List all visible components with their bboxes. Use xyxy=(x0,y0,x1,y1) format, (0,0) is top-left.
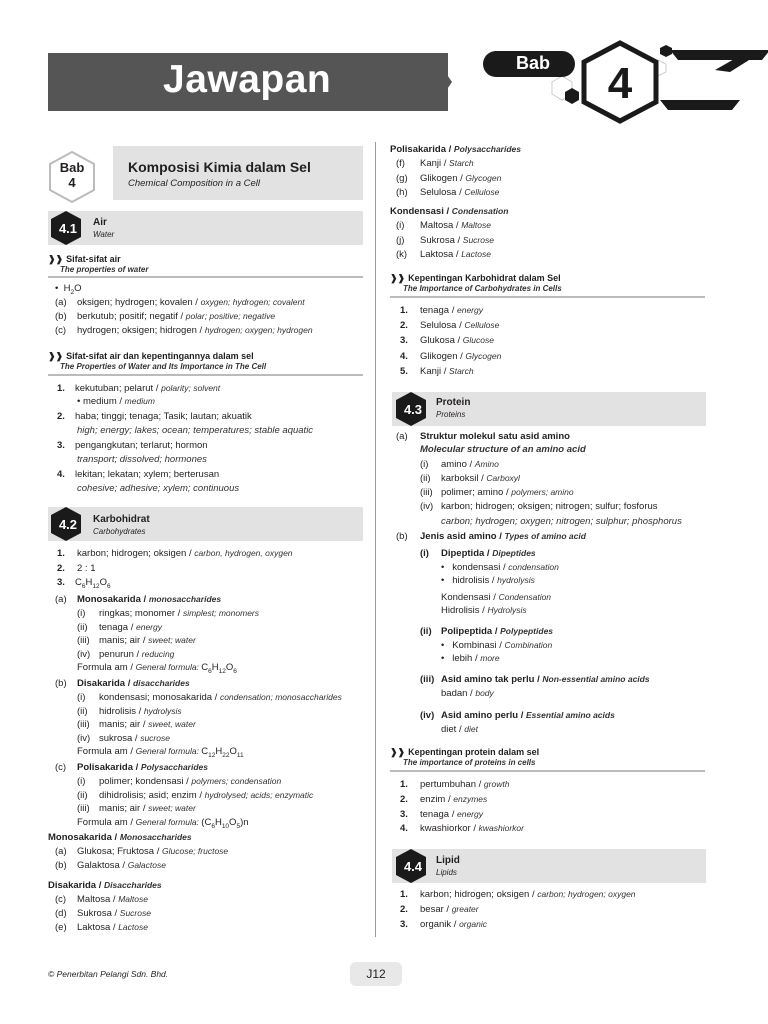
list-item: (ii) karboksil / Carboxyl xyxy=(420,473,520,484)
list-item: 3. pengangkutan; terlarut; hormon xyxy=(57,440,208,451)
formula-value: $C_6H_{12}O_6$ xyxy=(201,662,237,675)
section-title: Karbohidrat xyxy=(93,514,150,525)
list-item: (e) Laktosa / Lactose xyxy=(55,922,148,933)
group-heading: Monosakarida / Monosaccharides xyxy=(48,832,192,843)
subheading-translation: The properties of water xyxy=(60,265,149,274)
section-subtitle: Carbohydrates xyxy=(93,527,146,536)
list-item-translation: carbon; hydrogen; oxygen; nitrogen; sulphur; phosphorus xyxy=(441,516,682,527)
group-heading: Polisakarida / Polysaccharides xyxy=(390,144,522,155)
list-item: • medium / medium xyxy=(77,396,155,407)
divider-rule xyxy=(48,276,363,278)
list-item: (b) berkutub; positif; negatif / polar; positive; negative xyxy=(55,311,276,322)
list-item: • Kombinasi / Combination xyxy=(441,640,553,651)
formula-value: $(C_6H_{10}O_5)n$ xyxy=(201,816,249,830)
list-heading: (a) Monosakarida / monosaccharides xyxy=(55,594,222,605)
list-item: 3. organik / organic xyxy=(400,918,487,930)
list-item: (ii) hidrolisis / hydrolysis xyxy=(77,705,182,717)
list-item: (iii) manis; air / sweet, water xyxy=(77,719,196,730)
list-item: (f) Kanji / Starch xyxy=(396,158,474,169)
chapter-title: Komposisi Kimia dalam Sel xyxy=(128,159,311,175)
list-item: 1. karbon; hidrogen; oksigen / carbon; hydrogen; oxygen xyxy=(400,889,636,900)
subheading: ❱❱ Kepentingan Karbohidrat dalam Sel xyxy=(390,273,561,283)
subheading: ❱❱ Kepentingan protein dalam sel xyxy=(390,747,540,757)
list-item: 5. Kanji / Starch xyxy=(400,365,474,377)
page-number: J12 xyxy=(350,962,402,986)
section-subtitle: Proteins xyxy=(436,410,466,419)
list-item: (j) Sukrosa / Sucrose xyxy=(396,234,494,246)
subheading-translation: The importance of proteins in cells xyxy=(403,758,536,767)
list-item: (i) ringkas; monomer / simplest; monomers xyxy=(77,608,260,619)
section-subtitle: Water xyxy=(93,230,115,239)
list-subheading: (i) Dipeptida / Dipeptides xyxy=(420,548,536,559)
list-heading: (b) Jenis asid amino / Types of amino acid xyxy=(396,531,586,542)
list-item: 3. Glukosa / Glucose xyxy=(400,335,494,347)
list-item: (iv) karbon; hidrogen; oksigen; nitrogen; sulfur; fosforus xyxy=(420,501,658,512)
chapter-badge-label: Bab xyxy=(59,160,85,175)
list-item: (ii) tenaga / energy xyxy=(77,621,162,633)
list-item: • kondensasi / condensation xyxy=(441,562,559,573)
list-heading: (a) Struktur molekul satu asid amino xyxy=(396,431,570,442)
list-item: (d) Sukrosa / Sucrose xyxy=(55,908,151,919)
divider-rule xyxy=(390,770,705,772)
list-heading-translation: Molecular structure of an amino acid xyxy=(420,444,586,455)
list-item: (iv) sukrosa / sucrose xyxy=(77,732,170,744)
chapter-badge-number: 4 xyxy=(68,175,76,190)
subheading-translation: The Properties of Water and Its Importance in The Cell xyxy=(60,362,267,371)
list-item: 3. tenaga / energy xyxy=(400,808,483,820)
list-item: 2. enzim / enzymes xyxy=(400,793,488,805)
list-item: (g) Glikogen / Glycogen xyxy=(396,172,502,184)
divider-rule xyxy=(390,296,705,298)
chapter-badge xyxy=(48,160,96,190)
list-item-translation: high; energy; lakes; ocean; temperatures; stable aquatic xyxy=(77,425,314,436)
list-item: 1. kekutuban; pelarut / polarity; solvent xyxy=(57,383,221,394)
list-item: (b) Galaktosa / Galactose xyxy=(55,860,166,871)
list-item: • $H_2O$ xyxy=(55,283,82,296)
list-subheading: (ii) Polipeptida / Polypeptides xyxy=(420,626,554,637)
section-number: 4.1 xyxy=(58,221,78,236)
section-title: Protein xyxy=(436,397,471,408)
list-item: 4. lekitan; lekatan; xylem; berterusan xyxy=(57,469,220,480)
section-number: 4.4 xyxy=(403,859,423,874)
list-item: (iv) penurun / reducing xyxy=(77,648,175,660)
subheading: ❱❱ Sifat-sifat air xyxy=(48,254,121,264)
chapter-number: 4 xyxy=(607,59,633,108)
publisher-credit: © Penerbitan Pelangi Sdn. Bhd. xyxy=(48,969,169,979)
list-item: (ii) dihidrolisis; asid; enzim / hydrolysed; acids; enzymatic xyxy=(77,789,314,801)
list-item: (iii) manis; air / sweet; water xyxy=(77,803,196,814)
list-item: • lebih / more xyxy=(441,653,500,664)
list-item: (a) oksigen; hydrogen; kovalen / oxygen; hydrogen; covalent xyxy=(55,297,305,308)
list-item: (i) kondensasi; monosakarida / condensation; monosaccharides xyxy=(77,692,342,703)
page-title: Jawapan xyxy=(163,58,332,101)
list-item: (a) Glukosa; Fruktosa / Glucose; fructose xyxy=(55,846,229,857)
section-title: Lipid xyxy=(436,855,460,866)
general-formula: Formula am / General formula: $(C_6H_{10}O_5)n$ xyxy=(77,816,249,830)
header-banner-tip xyxy=(432,53,452,111)
section-number: 4.3 xyxy=(403,402,423,417)
subheading-translation: The Importance of Carbohydrates in Cells xyxy=(403,284,562,293)
group-heading: Kondensasi / Condensation xyxy=(390,206,509,217)
list-item: 2. besar / greater xyxy=(400,903,479,915)
section-subtitle: Lipids xyxy=(436,868,457,877)
section-title: Air xyxy=(93,217,107,228)
section-number: 4.2 xyxy=(58,517,78,532)
list-item: (iii) polimer; amino / polymers; amino xyxy=(420,487,574,498)
list-item: badan / body xyxy=(441,688,494,699)
list-item: 1. pertumbuhan / growth xyxy=(400,779,510,790)
list-item-translation: transport; dissolved; hormones xyxy=(77,454,207,465)
list-item: (iii) manis; air / sweet; water xyxy=(77,635,196,646)
list-item: (k) Laktosa / Lactose xyxy=(396,249,491,260)
list-item: Kondensasi / Condensation xyxy=(441,592,552,603)
divider-rule xyxy=(48,374,363,376)
list-item: Hidrolisis / Hydrolysis xyxy=(441,605,527,616)
list-item: (i) amino / Amino xyxy=(420,459,499,470)
list-subheading: (iii) Asid amino tak perlu / Non-essential amino acids xyxy=(420,674,650,685)
general-formula: Formula am / General formula: $C_{12}H_{22}O_{11}$ xyxy=(77,746,244,759)
list-item: 2. 2 : 1 xyxy=(57,562,96,574)
list-heading: (b) Disakarida / disaccharides xyxy=(55,678,190,689)
list-subheading: (iv) Asid amino perlu / Essential amino acids xyxy=(420,710,615,721)
list-item: 1. tenaga / energy xyxy=(400,305,483,316)
list-item: (h) Selulosa / Cellulose xyxy=(396,187,500,198)
list-item: 3. $C_6H_{12}O_6$ xyxy=(57,577,111,590)
general-formula: Formula am / General formula: $C_6H_{12}O_6$ xyxy=(77,662,237,675)
list-heading: (c) Polisakarida / Polysaccharides xyxy=(55,762,209,773)
chapter-number-hexagon xyxy=(578,40,662,124)
list-item: 1. karbon; hidrogen; oksigen / carbon, hydrogen, oxygen xyxy=(57,548,293,559)
list-item: (c) Maltosa / Maltose xyxy=(55,894,148,905)
list-item-translation: cohesive; adhesive; xylem; continuous xyxy=(77,483,240,494)
subheading: ❱❱ Sifat-sifat air dan kepentingannya dalam sel xyxy=(48,351,254,361)
list-item: (i) Maltosa / Maltose xyxy=(396,220,491,231)
chapter-subtitle: Chemical Composition in a Cell xyxy=(128,178,260,189)
list-item: (c) hydrogen; oksigen; hidrogen / hydrogen; oxygen; hydrogen xyxy=(55,325,313,336)
bab-label: Bab xyxy=(516,53,551,73)
list-item: (i) polimer; kondensasi / polymers; condensation xyxy=(77,776,282,787)
list-item: • hidrolisis / hydrolysis xyxy=(441,575,535,586)
list-item: 4. kwashiorkor / kwashiorkor xyxy=(400,823,524,835)
column-divider xyxy=(375,142,376,937)
list-item: 2. haba; tinggi; tenaga; Tasik; lautan; akuatik xyxy=(57,411,252,422)
list-item: diet / diet xyxy=(441,724,478,735)
list-item: 4. Glikogen / Glycogen xyxy=(400,350,502,362)
group-heading: Disakarida / Disaccharides xyxy=(48,880,162,891)
formula-value: $C_{12}H_{22}O_{11}$ xyxy=(201,746,244,759)
list-item: 2. Selulosa / Cellulose xyxy=(400,320,500,332)
